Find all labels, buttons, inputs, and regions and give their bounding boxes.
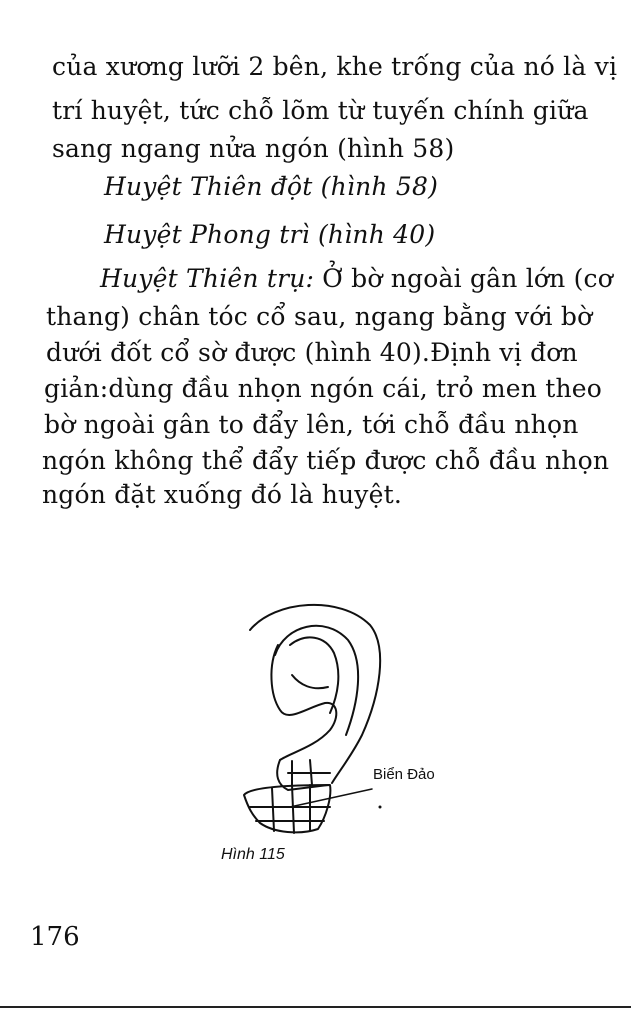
thien-tru-line-3: dưới đốt cổ sờ được (hình 40).Định vị đơn (46, 338, 578, 367)
thien-tru-line-4: giản:dùng đầu nhọn ngón cái, trỏ men theo (44, 374, 602, 403)
page-number: 176 (30, 922, 80, 952)
thien-tru-line-7: ngón đặt xuống đó là huyệt. (42, 480, 403, 509)
ear-drawing (230, 585, 470, 845)
text-line-3: sang ngang nửa ngón (hình 58) (52, 134, 455, 163)
heading-thien-dot: Huyệt Thiên đột (hình 58) (104, 172, 439, 201)
thien-tru-first-text: Ở bờ ngoài gân lớn (cơ (314, 264, 614, 293)
figure-caption: Hình 115 (221, 846, 285, 863)
ear-outer-helix (250, 605, 380, 783)
ear-inner-helix (275, 626, 358, 735)
ear-inner-curve (292, 675, 328, 688)
text-line-1: của xương lưỡi 2 bên, khe trống của nó là vị (52, 52, 618, 81)
thien-tru-first-line (100, 264, 613, 294)
text-line-2: trí huyệt, tức chỗ lõm từ tuyến chính giữa (52, 96, 589, 125)
thien-tru-line-5: bờ ngoài gân to đẩy lên, tới chỗ đầu nhọn (44, 410, 579, 439)
bien-dao-label: Biển Đảo (373, 766, 435, 783)
ear-antihelix (290, 637, 338, 713)
ear-figure (230, 585, 470, 845)
ear-lobe-grid-outline (244, 785, 330, 832)
thien-tru-label: Huyệt Thiên trụ: (100, 264, 315, 293)
thien-tru-line-6: ngón không thể đẩy tiếp được chỗ đầu nhọn (42, 446, 610, 475)
ear-concha (271, 645, 336, 760)
bottom-rule (0, 1006, 631, 1008)
heading-phong-tri: Huyệt Phong trì (hình 40) (104, 220, 436, 249)
thien-tru-line-2: thang) chân tóc cổ sau, ngang bằng với bờ (46, 302, 593, 331)
